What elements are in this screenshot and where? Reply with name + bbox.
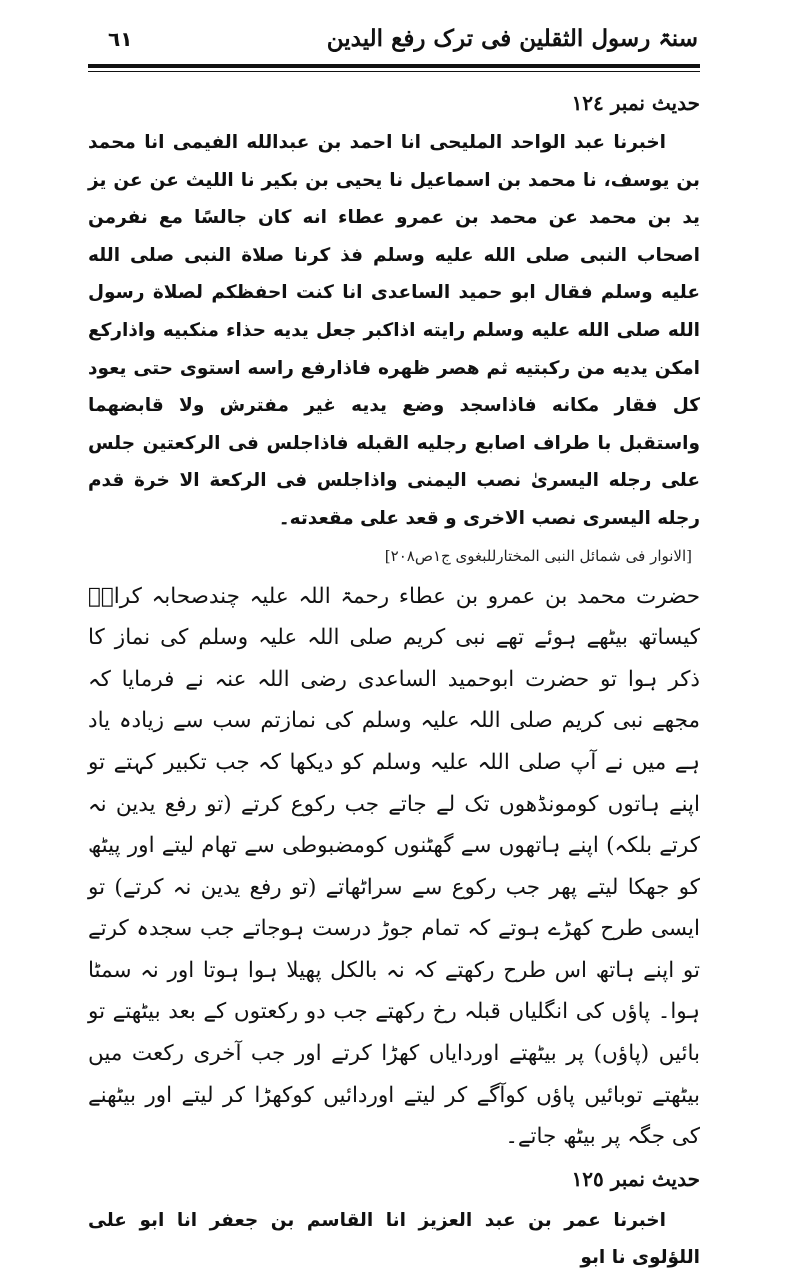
running-title: سنۃ رسول الثقلین فی ترک رفع الیدین [326,25,698,52]
header-rule-thin [88,71,700,72]
hadith-125-arabic-text: اخبرنا عمر بن عبد العزيز انا القاسم بن جعفر انا ابو على اللؤلوى نا ابو [88,1209,700,1269]
page-number: ٦١ [108,27,133,51]
hadith-124-arabic-text: اخبرنا عبد الواحد المليحى انا احمد بن عبدالله الفيمى انا محمد بن يوسف، نا محمد بن اسماعيل نا يحيى بن بكير نا الليث عن عن يز يد بن محمد عن محمد بن عمرو عطاء انه كان جالسًا مع نفرمن اصحاب النبى صلى الله عليه وسلم فذ كرنا صلاة النبى صلى الله عليه وسلم فقال ابو حميد الساعدى انا كنت احفظكم لصلاة رسول الله صلى الله عليه وسلم رايته اذاكبر جعل يديه حذاء منكبيه واذاركع امكن يديه من ركبتيه ثم هصر ظهره فاذارفع راسه استوى حتى يعود كل فقار مكانه فاذاسجد وضع يديه غير مفترش ولا قابضهما واستقبل با طراف اصابع رجليه القبله فاذاجلس فى الركعتين جلس على رجله اليسرىٰ نصب اليمنى واذاجلس فى الركعة الا خرة قدم رجله اليسرى نصب الاخرى و قعد على مقعدته۔ [88,132,700,529]
page-content [88,86,700,1277]
hadith-124-heading: حدیث نمبر ١٢٤ [571,91,700,115]
hadith-125-heading: حدیث نمبر ١٢٥ [571,1166,700,1191]
hadith-124-reference: [الانوار فی شمائل النبی المختارللبغوی ج١ص٢٠٨] [384,546,692,565]
hadith-124-urdu-translation: حضرت محمد بن عمرو بن عطاء رحمۃ اللہ علیہ چندصحابہ کرامؓ کیساتھ بیٹھے ہوئے تھے نبی کریم صلی اللہ علیہ وسلم کی نماز کا ذکر ہوا تو حضرت ابوحمید الساعدی رضی اللہ عنہ نے فرمایا کہ مجھے نبی کریم صلی اللہ علیہ وسلم کی نمازتم سب سے زیادہ یاد ہے میں نے آپ صلی اللہ علیہ وسلم کو دیکھا کہ جب تکبیر کہتے تو اپنے ہاتوں کومونڈھوں تک لے جاتے جب رکوع کرتے (تو رفع یدین نہ کرتے بلکہ) اپنے ہاتھوں سے گھٹنوں کومضبوطی سے تھام لیتے اور پیٹھ کو جھکا لیتے پھر جب رکوع سے سراٹھاتے (تو رفع یدین نہ کرتے) تو ایسی طرح کھڑے ہوتے کہ تمام جوڑ درست ہوجاتے جب سجدہ کرتے تو اپنے ہاتھ اس طرح رکھتے کہ نہ بالکل پھیلا ہوا ہوتا اور نہ سمٹا ہوا۔ پاؤں کی انگلیاں قبلہ رخ رکھتے جب دو رکعتوں کے بعد بیٹھتے تو بائیں (پاؤں) پر بیٹھتے اوردایاں کھڑا کرتے اور جب آخری رکعت میں بیٹھتے توبائیں پاؤں کوآگے کر لیتے اوردائیں کوکھڑا کر لیتے اور بیٹھنے کی جگہ پر بیٹھ جاتے۔ [88,583,700,1150]
header-rule-thick [88,64,700,68]
